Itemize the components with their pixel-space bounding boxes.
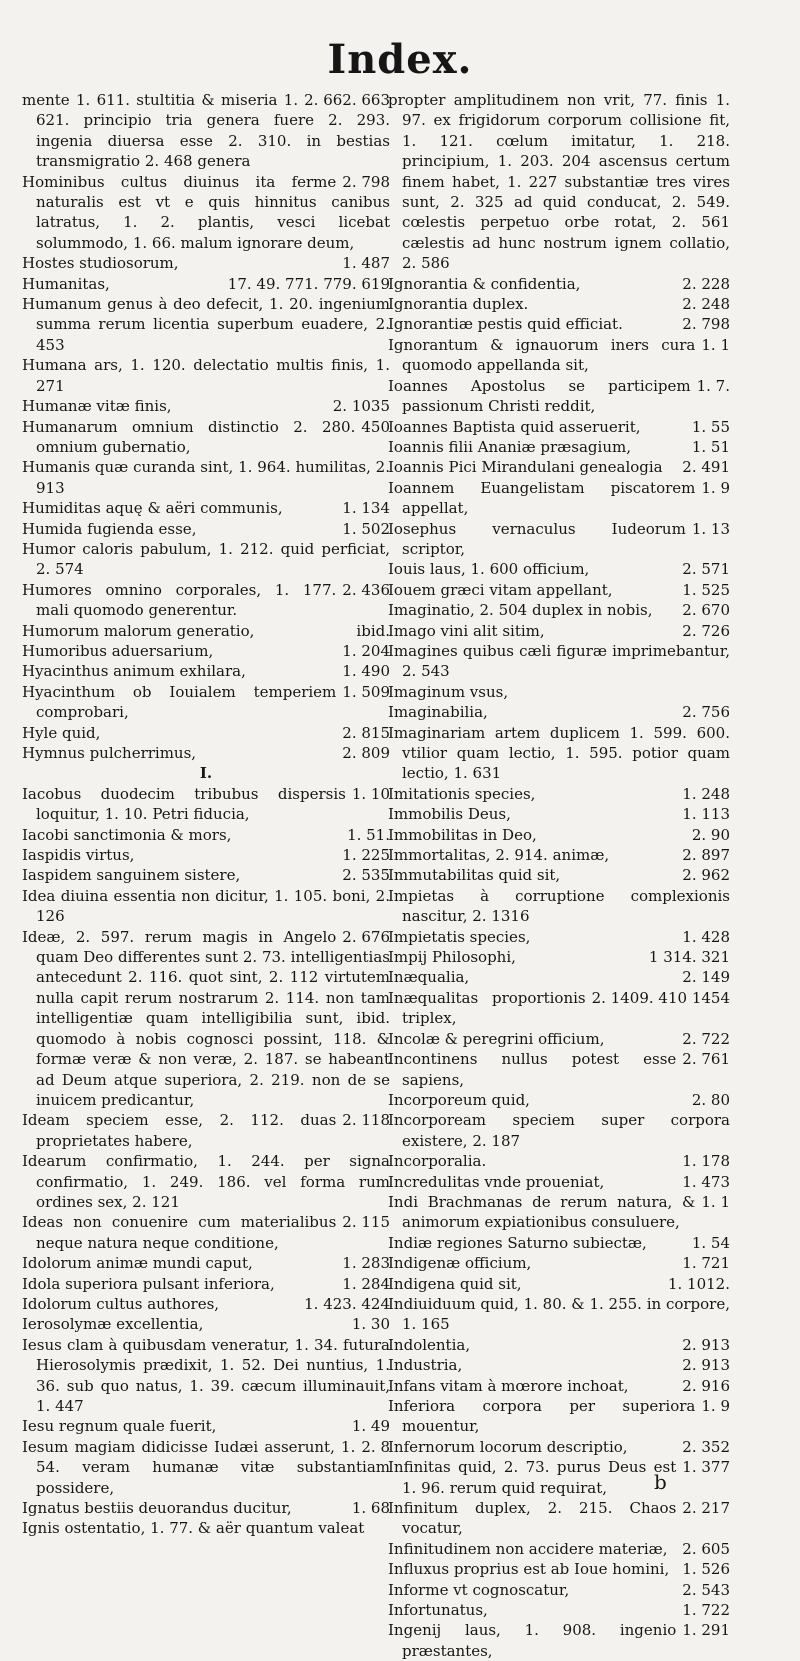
right-column bbox=[388, 90, 730, 1661]
index-entry bbox=[388, 682, 730, 702]
entry-text: I. bbox=[199, 764, 213, 783]
page-reference: 1. 1 bbox=[701, 1192, 730, 1211]
index-entry bbox=[388, 988, 730, 1029]
index-entry bbox=[22, 825, 390, 845]
entry-text: Ioannes Apostolus se participem passionum Christi reddit, bbox=[388, 376, 691, 416]
page-reference: 2. 897 bbox=[682, 846, 730, 865]
index-entry bbox=[388, 1539, 730, 1559]
index-entry bbox=[388, 1355, 730, 1375]
entry-text: Ideam speciem esse, 2. 112. duas proprietates habere, bbox=[22, 1111, 337, 1150]
page-reference: 2. 1409. 410 1454 bbox=[591, 988, 730, 1007]
page-reference: 1. 423. 424 bbox=[304, 1294, 390, 1313]
entry-text: Idolorum cultus authores, bbox=[22, 1294, 220, 1313]
entry-text: Ideæ, 2. 597. rerum magis in Angelo quam Deo differentes sunt 2. 73. intelligentias antecedunt 2. 116. quot sint, 2. 112 virtutem nulla capit rerum nostrarum 2. 114. non tam intelligentiæ quam intelligibilia sunt, ibid. quomodo à nobis cognosci possint, 118. & formæ veræ & non veræ, 2. 187. se habeant ad Deum atque superiora, 2. 219. non de se inuicem predicantur, bbox=[22, 927, 390, 1109]
page-reference: 2. 913 bbox=[682, 1335, 730, 1354]
index-entry bbox=[388, 784, 730, 804]
index-entry bbox=[22, 172, 390, 254]
page-reference: 2. 228 bbox=[682, 274, 730, 293]
index-entry bbox=[388, 825, 730, 845]
index-entry bbox=[388, 865, 730, 885]
entry-text: Incredulitas vnde proueniat, bbox=[388, 1172, 605, 1191]
index-entry bbox=[388, 294, 730, 314]
index-entry bbox=[22, 1151, 390, 1212]
page-reference: 2. 605 bbox=[682, 1539, 730, 1558]
entry-text: Hominibus cultus diuinus ita ferme naturalis est vt e quis hinnitus canibus latratus, 1. 2. plantis, vesci licebat solummodo, 1. 66. malum ignorare deum, bbox=[22, 172, 390, 252]
entry-text: Humanitas, bbox=[22, 274, 110, 293]
index-entry bbox=[388, 1233, 730, 1253]
entry-text: Inæqualia, bbox=[388, 968, 470, 987]
index-entry bbox=[22, 723, 390, 743]
page-reference: 1. 7. bbox=[696, 376, 730, 395]
page-reference: 1. 284 bbox=[342, 1274, 390, 1293]
entry-text: Impietatis species, bbox=[388, 927, 531, 946]
index-entry bbox=[388, 314, 730, 334]
page-reference: 1. 525 bbox=[682, 580, 730, 599]
page-reference: ibid. bbox=[356, 621, 390, 640]
entry-text: Immobilitas in Deo, bbox=[388, 825, 537, 844]
entry-text: Incorpoream speciem super corpora existere, 2. 187 bbox=[388, 1111, 730, 1150]
entry-text: Impij Philosophi, bbox=[388, 948, 516, 967]
entry-text: Ioannis Pici Mirandulani genealogia bbox=[388, 458, 663, 477]
entry-text: Incorporeum quid, bbox=[388, 1090, 530, 1109]
index-entry bbox=[22, 417, 390, 458]
entry-text: Ierosolymæ excellentia, bbox=[22, 1315, 204, 1334]
page-reference: 1. 10 bbox=[351, 784, 390, 803]
index-entry bbox=[388, 1396, 730, 1437]
index-entry bbox=[22, 457, 390, 498]
index-entry bbox=[22, 1416, 390, 1436]
entry-text: Idea diuina essentia non dicitur, 1. 105. boni, 2. 126 bbox=[22, 886, 390, 926]
entry-text: Imitationis species, bbox=[388, 784, 536, 803]
page-reference: 1. 55 bbox=[691, 417, 730, 436]
index-entry bbox=[388, 886, 730, 927]
index-entry bbox=[388, 600, 730, 620]
page-reference: 1. 1012. bbox=[667, 1274, 730, 1293]
entry-text: Infinitas quid, 2. 73. purus Deus est 1. 96. rerum quid requirat, bbox=[388, 1458, 677, 1497]
page-reference: 1. 51. bbox=[347, 825, 390, 844]
entry-text: Imaginabilia, bbox=[388, 703, 488, 722]
entry-text: Idola superiora pulsant inferiora, bbox=[22, 1274, 275, 1293]
entry-text: Idolorum animæ mundi caput, bbox=[22, 1254, 253, 1273]
page-reference: 2. 756 bbox=[682, 703, 730, 722]
index-entry bbox=[388, 723, 730, 784]
index-entry bbox=[388, 804, 730, 824]
page-reference: 2. 543 bbox=[682, 1580, 730, 1599]
index-entry bbox=[388, 1110, 730, 1151]
page-reference: 2. 149 bbox=[682, 968, 730, 987]
index-entry bbox=[388, 274, 730, 294]
entry-text: Humanæ vitæ finis, bbox=[22, 397, 172, 416]
index-entry bbox=[388, 1029, 730, 1049]
entry-text: Imaginariam artem duplicem 1. 599. 600. vtilior quam lectio, 1. 595. potior quam lectio, 1. 631 bbox=[388, 723, 730, 783]
index-entry bbox=[388, 1376, 730, 1396]
entry-text: Humanum genus à deo defecit, 1. 20. ingenium summa rerum licentia superbum euadere, 2. 453 bbox=[22, 295, 390, 354]
page-reference: 1. 248 bbox=[682, 784, 730, 803]
page-reference: 2. 1035 bbox=[332, 397, 390, 416]
entry-text: Incontinens nullus potest esse sapiens, bbox=[388, 1050, 677, 1089]
page-reference: 1. 509 bbox=[342, 682, 390, 701]
entry-text: Humoribus aduersarium, bbox=[22, 641, 214, 660]
page-reference: 1. 721 bbox=[682, 1254, 730, 1273]
entry-text: Iosephus vernaculus Iudeorum scriptor, bbox=[388, 519, 686, 558]
index-entry bbox=[388, 1437, 730, 1457]
entry-text: Iaspidem sanguinem sistere, bbox=[22, 866, 241, 885]
entry-text: Influxus proprius est ab Ioue homini, bbox=[388, 1560, 670, 1579]
entry-text: Infinitudinem non accidere materiæ, bbox=[388, 1539, 668, 1558]
entry-text: Iesum magiam didicisse Iudæi asserunt, 1. 54. veram humanæ vitæ substantiam possidere, bbox=[22, 1437, 390, 1497]
index-entry bbox=[388, 702, 730, 722]
index-entry bbox=[22, 253, 390, 273]
entry-text: Indigena quid sit, bbox=[388, 1274, 522, 1293]
page-reference: 1. 377 bbox=[682, 1458, 730, 1477]
index-entry bbox=[22, 743, 390, 763]
entry-text: Infernorum locorum descriptio, bbox=[388, 1437, 628, 1456]
entry-text: Humanis quæ curanda sint, 1. 964. humilitas, 2. 913 bbox=[22, 458, 390, 497]
entry-text: Humor caloris pabulum, 1. 212. quid perficiat, 2. 574 bbox=[22, 539, 390, 579]
entry-text: Informe vt cognoscatur, bbox=[388, 1580, 570, 1599]
index-entry bbox=[22, 1335, 390, 1417]
entry-text: Inæqualitas proportionis triplex, bbox=[388, 988, 586, 1028]
page-reference: 1. 473 bbox=[682, 1172, 730, 1191]
index-entry bbox=[388, 1151, 730, 1171]
entry-text: Indiæ regiones Saturno subiectæ, bbox=[388, 1233, 647, 1252]
entry-text: Iouis laus, 1. 600 officium, bbox=[388, 560, 590, 579]
page-reference: 2. 670 bbox=[682, 601, 730, 620]
index-entry bbox=[388, 927, 730, 947]
index-entry bbox=[388, 1294, 730, 1335]
index-entry bbox=[388, 1620, 730, 1661]
page-reference: 1. 204 bbox=[342, 641, 390, 660]
index-entry bbox=[22, 294, 390, 355]
page-reference: 2. 118 bbox=[342, 1111, 390, 1130]
index-entry bbox=[388, 967, 730, 987]
entry-text: Iacobus duodecim tribubus dispersis loquitur, 1. 10. Petri fiducia, bbox=[22, 784, 346, 824]
index-entry bbox=[388, 478, 730, 519]
index-entry bbox=[22, 1314, 390, 1334]
index-entry bbox=[22, 274, 390, 294]
entry-text: Ingenij laus, 1. 908. ingenio præstantes, bbox=[388, 1621, 677, 1660]
index-entry bbox=[22, 621, 390, 641]
page-reference: 1. 502 bbox=[342, 519, 390, 538]
entry-text: Ideas non conuenire cum materialibus neque natura neque conditione, bbox=[22, 1213, 337, 1252]
index-entry bbox=[388, 641, 730, 682]
page-reference: 1. 428 bbox=[682, 927, 730, 946]
index-entry bbox=[22, 519, 390, 539]
index-entry bbox=[22, 1110, 390, 1151]
page-reference: 2. 798 bbox=[682, 315, 730, 334]
entry-text: Imagines quibus cæli figuræ imprimebantur, 2. 543 bbox=[388, 641, 730, 681]
index-entry bbox=[22, 498, 390, 518]
page-reference: 2. 815 bbox=[342, 723, 390, 742]
index-entry bbox=[388, 1498, 730, 1539]
page-reference: 2. 80 bbox=[691, 1090, 730, 1109]
entry-text: Ioannes Baptista quid asseruerit, bbox=[388, 417, 641, 436]
entry-text: Imaginatio, 2. 504 duplex in nobis, bbox=[388, 601, 653, 620]
index-entry bbox=[22, 641, 390, 661]
entry-text: Imago vini alit sitim, bbox=[388, 621, 545, 640]
page-reference: 1. 49 bbox=[351, 1417, 390, 1436]
section-letter-heading bbox=[22, 763, 390, 783]
index-entry bbox=[22, 784, 390, 825]
entry-text: Iesus clam à quibusdam veneratur, 1. 34. futura Hierosolymis prædixit, 1. 52. Dei nuntius, 1. 36. sub quo natus, 1. 39. cæcum illuminauit, 1. 447 bbox=[22, 1335, 390, 1415]
index-entry bbox=[388, 1600, 730, 1620]
page-reference: 1. 9 bbox=[701, 478, 730, 497]
index-entry bbox=[22, 1274, 390, 1294]
page-reference: 2. 571 bbox=[682, 560, 730, 579]
page-reference: 2. 676 bbox=[342, 927, 390, 946]
page-reference: 1. 178 bbox=[682, 1152, 730, 1171]
entry-text: Ignis ostentatio, 1. 77. & aër quantum valeat bbox=[22, 1519, 365, 1538]
page-reference: 2. 491 bbox=[682, 458, 730, 477]
index-entry bbox=[22, 90, 390, 172]
index-entry bbox=[388, 90, 730, 274]
index-entry bbox=[388, 1580, 730, 1600]
entry-text: Ignorantia duplex. bbox=[388, 295, 529, 314]
entry-text: Ioannis filii Ananiæ præsagium, bbox=[388, 437, 631, 456]
index-entry bbox=[22, 539, 390, 580]
entry-text: Indolentia, bbox=[388, 1335, 471, 1354]
index-entry bbox=[388, 1457, 730, 1498]
signature-mark: b bbox=[654, 1470, 667, 1494]
entry-text: Humores omnino corporales, 1. 177. mali quomodo generentur. bbox=[22, 580, 337, 620]
page-reference: 2. 535 bbox=[342, 866, 390, 885]
index-entry bbox=[22, 1294, 390, 1314]
page-reference: 2. 761 bbox=[682, 1050, 730, 1069]
page-reference: 1. 54 bbox=[691, 1233, 730, 1252]
index-entry bbox=[22, 1498, 390, 1518]
entry-text: Idearum confirmatio, 1. 244. per signa confirmatio, 1. 249. 186. vel forma rum ordines sex, 2. 121 bbox=[22, 1152, 390, 1211]
page-reference: 17. 49. 771. 779. 619 bbox=[227, 274, 390, 293]
index-entry bbox=[388, 1192, 730, 1233]
index-entry bbox=[22, 1518, 390, 1538]
entry-text: Ignorantum & ignauorum iners cura quomodo appellanda sit, bbox=[388, 335, 696, 375]
index-entry bbox=[388, 1172, 730, 1192]
page-reference: 1. 291 bbox=[682, 1621, 730, 1640]
index-entry bbox=[388, 559, 730, 579]
index-entry bbox=[22, 1212, 390, 1253]
entry-text: Iacobi sanctimonia & mors, bbox=[22, 825, 232, 844]
page-title: Index. bbox=[327, 36, 473, 83]
entry-text: Incorporalia. bbox=[388, 1152, 487, 1171]
index-entry bbox=[388, 1049, 730, 1090]
entry-text: Immobilis Deus, bbox=[388, 805, 511, 824]
entry-text: Hymnus pulcherrimus, bbox=[22, 744, 197, 762]
entry-text: Humiditas aquę & aëri communis, bbox=[22, 499, 283, 518]
entry-text: Hyacinthus animum exhilara, bbox=[22, 662, 246, 681]
index-entry bbox=[388, 437, 730, 457]
entry-text: Impietas à corruptione complexionis nascitur, 2. 1316 bbox=[388, 886, 730, 926]
entry-text: Ignorantia & confidentia, bbox=[388, 274, 581, 293]
index-entry bbox=[22, 1253, 390, 1273]
page-reference: 2. 115 bbox=[342, 1213, 390, 1232]
index-entry bbox=[388, 845, 730, 865]
entry-text: Ignatus bestiis deuorandus ducitur, bbox=[22, 1499, 292, 1518]
entry-text: Immutabilitas quid sit, bbox=[388, 866, 561, 885]
entry-text: propter amplitudinem non vrit, 77. finis 1. 97. ex frigidorum corporum collisione fit, 1. 121. cœlum imitatur, 1. 218. principium, 1. 203. 204 ascensus certum finem habet, 1. 227 substantiæ tres vires sunt, 2. 325 ad quid conducat, 2. 549. cœlestis perpetuo orbe rotat, 2. 561 cælestis ad hunc nostrum ignem collatio, 2. 586 bbox=[388, 91, 730, 273]
entry-text: Incolæ & peregrini officium, bbox=[388, 1029, 605, 1048]
index-entry bbox=[22, 1437, 390, 1498]
page-reference: 2. 8 bbox=[361, 1437, 390, 1456]
page-reference: 1. 113 bbox=[682, 805, 730, 824]
entry-text: Hyle quid, bbox=[22, 723, 101, 742]
page-reference: 1. 225 bbox=[342, 846, 390, 865]
index-entry bbox=[388, 1090, 730, 1110]
page-reference: 2. 722 bbox=[682, 1029, 730, 1048]
page-reference: 450 bbox=[361, 417, 390, 436]
page-reference: 2. 352 bbox=[682, 1437, 730, 1456]
index-entry bbox=[388, 1335, 730, 1355]
index-entry bbox=[388, 376, 730, 417]
index-entry bbox=[22, 886, 390, 927]
page-reference: 2. 217 bbox=[682, 1499, 730, 1518]
entry-text: Indi Brachmanas de rerum natura, & animorum expiationibus consuluere, bbox=[388, 1192, 696, 1232]
index-entry bbox=[22, 927, 390, 1111]
index-entry bbox=[22, 865, 390, 885]
entry-text: Indiuiduum quid, 1. 80. & 1. 255. in corpore, 1. 165 bbox=[388, 1294, 730, 1334]
index-entry bbox=[388, 580, 730, 600]
entry-text: Humana ars, 1. 120. delectatio multis finis, 1. 271 bbox=[22, 356, 390, 395]
entry-text: Hyacinthum ob Iouialem temperiem comprobari, bbox=[22, 682, 337, 722]
entry-text: Humida fugienda esse, bbox=[22, 519, 197, 538]
page-reference: 1. 9 bbox=[701, 1397, 730, 1415]
entry-text: Ioannem Euangelistam piscatorem appellat, bbox=[388, 478, 696, 518]
entry-text: Hostes studiosorum, bbox=[22, 254, 179, 273]
page-reference: 1. 1 bbox=[701, 335, 730, 354]
page-reference: 1. 51 bbox=[691, 437, 730, 456]
index-entry bbox=[388, 335, 730, 376]
page-reference: 1. 490 bbox=[342, 662, 390, 681]
entry-text: Humanarum omnium distinctio 2. 280. omnium gubernatio, bbox=[22, 417, 356, 456]
page-reference: 1. 487 bbox=[342, 254, 390, 273]
page-reference: 1. 526 bbox=[682, 1560, 730, 1579]
index-entry bbox=[388, 947, 730, 967]
entry-text: Imaginum vsus, bbox=[388, 682, 509, 701]
page-reference: 2. 436 bbox=[342, 580, 390, 599]
entry-text: Industria, bbox=[388, 1356, 463, 1375]
entry-text: Indigenæ officium, bbox=[388, 1254, 532, 1273]
page-reference: 2. 962 bbox=[682, 866, 730, 885]
page-reference: 1. 283 bbox=[342, 1254, 390, 1273]
index-entry bbox=[388, 417, 730, 437]
index-entry bbox=[22, 661, 390, 681]
page-reference: 1 314. 321 bbox=[648, 948, 730, 967]
page-reference: 2. 90 bbox=[691, 825, 730, 844]
left-column bbox=[22, 90, 390, 1539]
page-reference: 1. 722 bbox=[682, 1601, 730, 1620]
page-reference: 1. 30 bbox=[351, 1315, 390, 1334]
page-reference: 1. 13 bbox=[691, 519, 730, 538]
page-reference: 2. 726 bbox=[682, 621, 730, 640]
entry-text: Infortunatus, bbox=[388, 1601, 488, 1620]
entry-text: Iaspidis virtus, bbox=[22, 846, 135, 865]
page-reference: 2. 662. 663 bbox=[304, 91, 390, 109]
entry-text: Humorum malorum generatio, bbox=[22, 621, 255, 640]
page-reference: 2. 913 bbox=[682, 1356, 730, 1375]
index-entry bbox=[22, 396, 390, 416]
entry-text: Immortalitas, 2. 914. animæ, bbox=[388, 846, 610, 865]
page-reference: 1. 68 bbox=[351, 1499, 390, 1518]
index-entry bbox=[22, 355, 390, 396]
entry-text: Infinitum duplex, 2. 215. Chaos vocatur, bbox=[388, 1499, 677, 1538]
entry-text: Ignorantiæ pestis quid efficiat. bbox=[388, 315, 623, 334]
index-entry bbox=[22, 580, 390, 621]
page-reference: 2. 809 bbox=[342, 744, 390, 762]
index-entry bbox=[388, 1559, 730, 1579]
index-entry bbox=[388, 1274, 730, 1294]
entry-text: Infans vitam à mœrore inchoat, bbox=[388, 1376, 629, 1395]
entry-text: Iesu regnum quale fuerit, bbox=[22, 1417, 217, 1436]
page-reference: 2. 798 bbox=[342, 172, 390, 191]
page-reference: 1. 134 bbox=[342, 499, 390, 518]
index-entry bbox=[388, 519, 730, 560]
entry-text: Iouem græci vitam appellant, bbox=[388, 580, 613, 599]
index-entry bbox=[388, 457, 730, 477]
page-reference: 2. 248 bbox=[682, 295, 730, 314]
index-entry bbox=[388, 621, 730, 641]
entry-text: mente 1. 611. stultitia & miseria 1. 621. principio tria genera fuere 2. 293. ingenia diuersa esse 2. 310. in bestias transmigratio 2. 468 genera bbox=[22, 91, 390, 171]
index-entry bbox=[22, 845, 390, 865]
index-entry bbox=[388, 1253, 730, 1273]
index-entry bbox=[22, 682, 390, 723]
entry-text: Inferiora corpora per superiora mouentur, bbox=[388, 1397, 696, 1436]
page-reference: 2. 916 bbox=[682, 1376, 730, 1395]
